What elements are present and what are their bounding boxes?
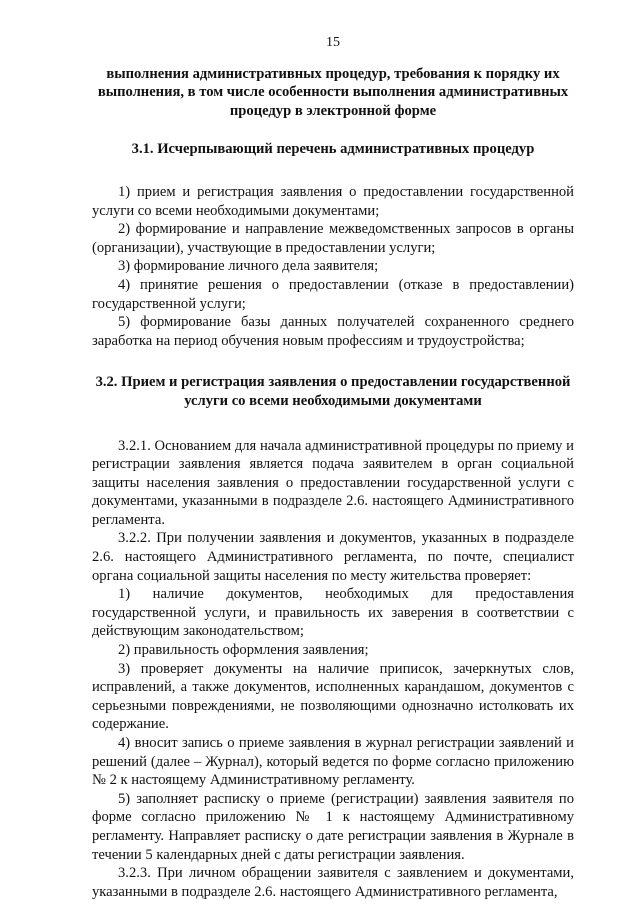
section-3-2-title: 3.2. Прием и регистрация заявления о предоставлении государственной услуги со всеми необходимыми документами: [95, 374, 571, 409]
paragraph: 3.2.1. Основанием для начала административной процедуры по приему и регистрации заявления является подача заявителем в орган социальной защиты населения заявления о предоставлении государственной услуги с документами, указанными в подразделе 2.6. настоящего Административного регламента.: [92, 437, 574, 528]
procedure-list: [92, 183, 574, 350]
list-item: 5) формирование базы данных получателей сохраненного среднего заработка на период обучения новым профессиям и трудоустройства;: [92, 314, 574, 349]
paragraph: 2) правильность оформления заявления;: [118, 642, 369, 659]
section-3-2-body: [92, 437, 574, 902]
paragraph: 4) вносит запись о приеме заявления в журнал регистрации заявлений и решений (далее – Журнал), который ведется по форме согласно приложению № 2 к настоящему Административному регламенту.: [92, 735, 574, 789]
list-item: 4) принятие решения о предоставлении (отказе в предоставлении) государственной услуги;: [92, 276, 574, 312]
page-number: 15: [326, 35, 340, 50]
section-heading-continued: выполнения административных процедур, требования к порядку их выполнения, в том числе особенности выполнения административных процедур в электронной форме: [97, 65, 569, 119]
list-item: 1) прием и регистрация заявления о предоставлении государственной услуги со всеми необходимыми документами;: [92, 183, 574, 219]
paragraph: 3.2.2. При получении заявления и документов, указанных в подразделе 2.6. настоящего Административного регламента, по почте, специалист органа социальной защиты населения по месту жительства проверяет:: [92, 530, 574, 584]
paragraph: 3) проверяет документы на наличие приписок, зачеркнутых слов, исправлений, а также документов, исполненных карандашом, документов с серьезными повреждениями, не позволяющими однозначно истолковать их содержание.: [92, 660, 574, 733]
paragraph: 5) заполняет расписку о приеме (регистрации) заявления заявителя по форме согласно приложению № 1 к настоящему Административному регламенту. Направляет расписку о дате регистрации заявления в Журнале в течении 5 календарных дней с даты регистрации заявления.: [92, 790, 574, 863]
section-3-1-title: 3.1. Исчерпывающий перечень административных процедур: [131, 141, 535, 158]
list-item: 2) формирование и направление межведомственных запросов в органы (организации), участвующие в предоставлении услуги;: [92, 221, 574, 256]
list-item: 3) формирование личного дела заявителя;: [118, 258, 379, 275]
paragraph: 3.2.3. При личном обращении заявителя с заявлением и документами, указанными в подразделе 2.6. настоящего Административного регламента,: [92, 865, 574, 900]
paragraph: 1) наличие документов, необходимых для предоставления государственной услуги, и правильность их заверения в соответствии с действующим законодательством;: [92, 586, 574, 640]
